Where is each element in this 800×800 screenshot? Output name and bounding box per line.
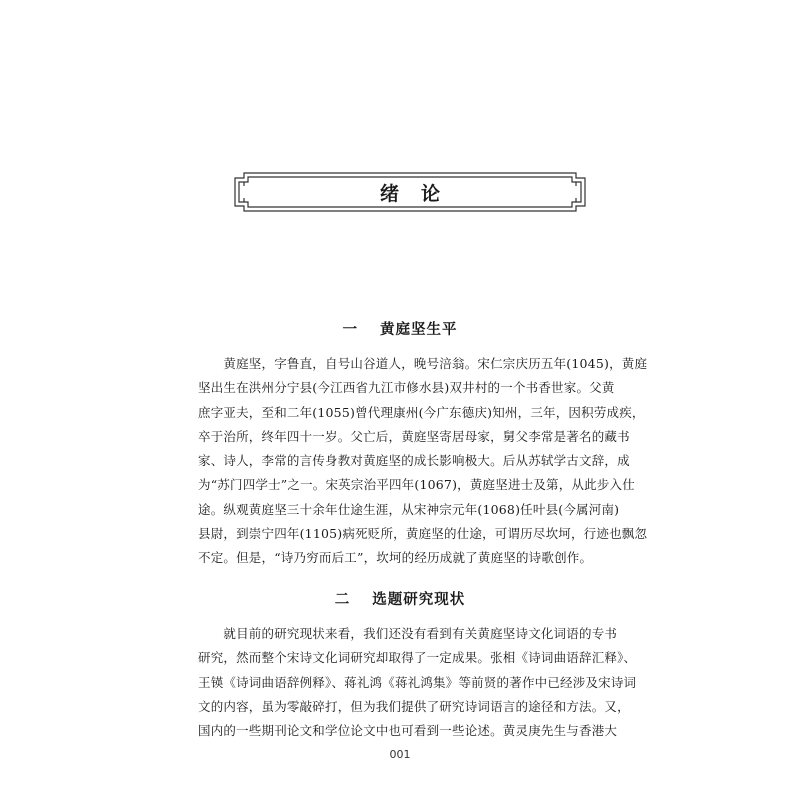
- section-heading-2: [0, 588, 800, 609]
- section-title: 选题研究现状: [372, 592, 466, 608]
- section-number: 一: [342, 322, 358, 338]
- page-number: 001: [389, 748, 411, 761]
- paragraph-biography: [198, 352, 648, 571]
- text-line: 不定。但是，“诗乃穷而后工”，坎坷的经历成就了黄庭坚的诗歌创作。: [198, 550, 593, 566]
- chapter-title-frame: [234, 172, 586, 212]
- text-line: 国内的一些期刊论文和学位论文中也可看到一些论述。黄灵庚先生与香港大: [198, 723, 618, 739]
- text-line: 坚出生在洪州分宁县(今江西省九江市修水县)双井村的一个书香世家。父黄: [198, 380, 615, 396]
- paragraph-research-status: [198, 622, 637, 743]
- text-line: 庶字亚夫，至和二年(1055)曾代理康州(今广东德庆)知州，三年，因积劳成疾，: [198, 404, 645, 420]
- section-number: 二: [334, 592, 351, 608]
- text-line: 卒于治所，终年四十一岁。父亡后，黄庭坚寄居母家，舅父李常是著名的藏书: [198, 428, 630, 444]
- text-line: 研究，然而整个宋诗文化词研究却取得了一定成果。张相《诗词曲语辞汇释》、: [198, 650, 637, 666]
- text-line: 途。纵观黄庭坚三十余年仕途生涯，从宋神宗元年(1068)任叶县(今属河南): [198, 501, 620, 517]
- text-line: 就目前的研究现状来看，我们还没有看到有关黄庭坚诗文化词语的专书: [198, 626, 618, 641]
- text-line: 黄庭坚，字鲁直，自号山谷道人，晚号涪翁。宋仁宗庆历五年(1045)，黄庭: [198, 356, 648, 371]
- section-heading-1: [0, 318, 800, 339]
- text-line: 家、诗人，李常的言传身教对黄庭坚的成长影响极大。后从苏轼学古文辞，成: [198, 453, 630, 469]
- text-line: 文的内容，虽为零敲碎打，但为我们提供了研究诗词语言的途径和方法。又，: [198, 698, 630, 714]
- section-title: 黄庭坚生平: [380, 322, 458, 338]
- text-line: 为“苏门四学士”之一。宋英宗治平四年(1067)，黄庭坚进士及第，从此步入仕: [198, 477, 635, 493]
- text-line: 王锳《诗词曲语辞例释》、蒋礼鸿《蒋礼鸿集》等前贤的著作中已经涉及宋诗词: [198, 674, 637, 690]
- text-line: 县尉，到崇宁四年(1105)病死贬所，黄庭坚的仕途，可谓历尽坎坷，行迹也飘忽: [198, 526, 648, 542]
- chapter-title: 绪论: [379, 182, 462, 205]
